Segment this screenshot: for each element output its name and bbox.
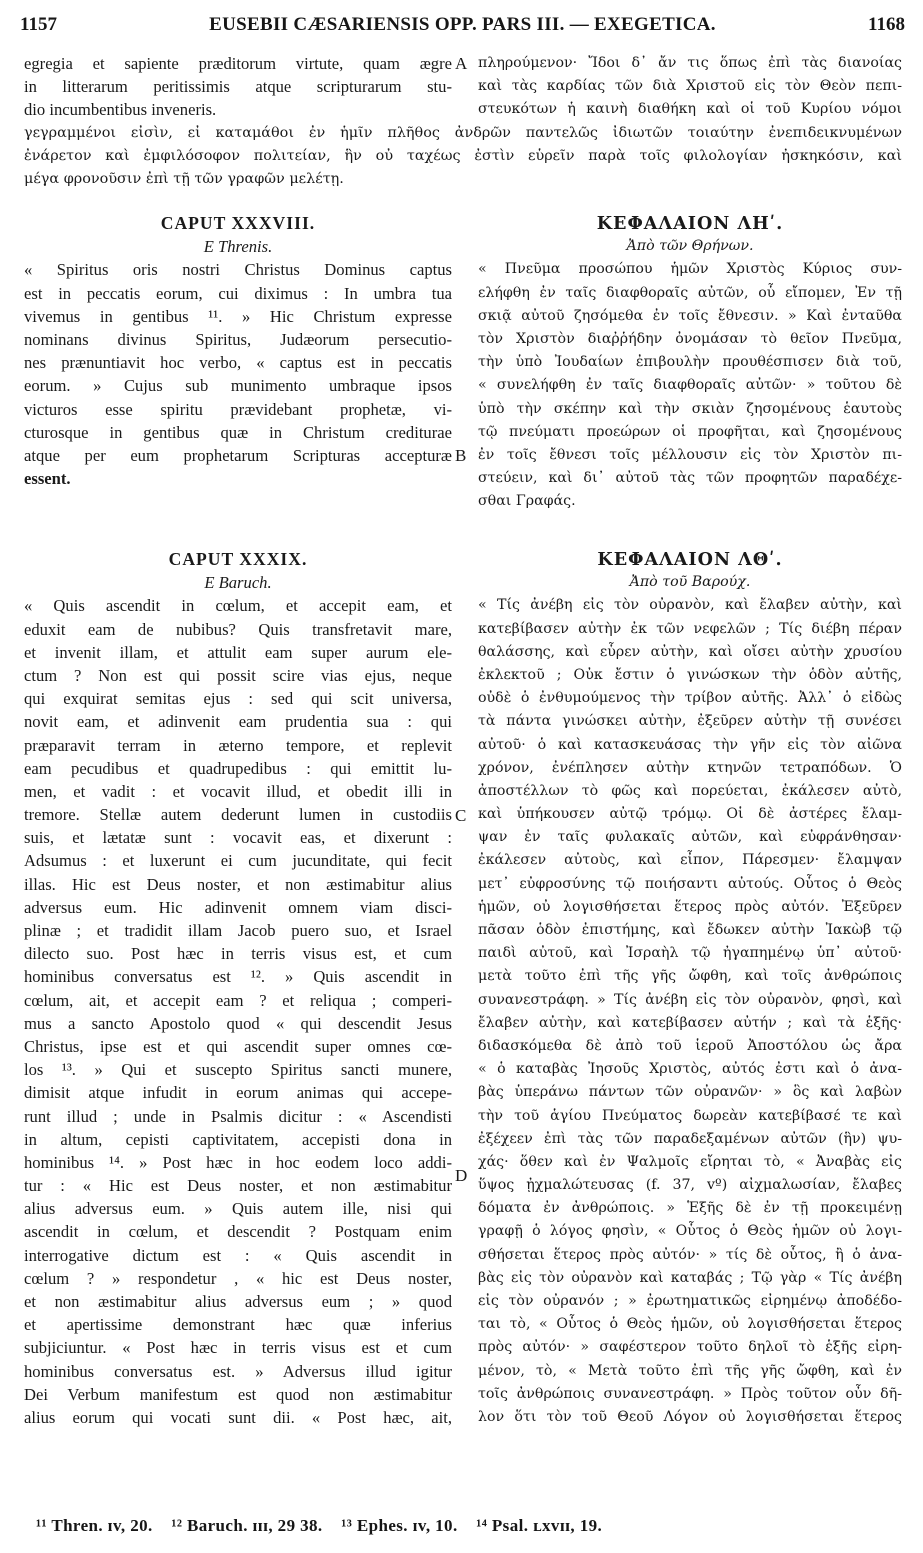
text-line: vivemus in gentibus ¹¹. » Hic Christum expresse — [24, 306, 452, 326]
chapter-heading: CAPUT XXXIX. — [168, 549, 308, 569]
text-line: πληρούμενον· Ἴδοι δ᾽ ἄν τις ὅπως ἐπὶ τὰς διανοίας — [478, 55, 902, 71]
text-line: cœlum ? » respondetur , « hic est Deus noster, — [24, 1268, 452, 1288]
chapter-heading: ΚΕΦΑΛΑΙΟΝ ΛΗʹ. — [596, 213, 784, 234]
text-line: ἡμῶν, οὐ λογισθήσεται ἕτερος πρὸς αὐτόν. Ἐξεῦρεν — [478, 898, 902, 915]
text-line: ctum ? Non est qui possit scire vias ejus, neque — [24, 665, 452, 685]
text-line: subjiciuntur. « Post hæc in terris visus est et cum — [24, 1338, 452, 1358]
text-line: « ὁ καταβὰς Ἰησοῦς Χριστὸς, αὐτός ἐστι καὶ ὁ ἀνα- — [478, 1061, 902, 1078]
text-line: « Quis ascendit in cœlum, et accepit eam, et — [24, 596, 452, 616]
text-line: « Τίς ἀνέβη εἰς τὸν οὐρανὸν, καὶ ἔλαβεν αὐτὴν, καὶ — [478, 597, 902, 614]
text-line: τὴν τοῦ ἁγίου Πνεύματος δωρεὰν κατεβίβασέ τε καὶ — [478, 1107, 902, 1124]
margin-letter-c: C — [455, 806, 467, 825]
text-line: et apertissime demonstrant hæc quæ inferius — [24, 1315, 452, 1335]
text-line: alius adversus eum. » Quis autem ille, nisi qui — [24, 1199, 452, 1219]
text-line: μετ᾽ εὐφροσύνης τῷ ποιήσαντι αὐτούς. Οὗτος ὁ Θεὸς — [478, 875, 902, 892]
text-line: αὐτοῦ· ὁ καὶ κατασκευάσας τὴν γῆν εἰς τὸν αἰῶνα — [478, 736, 902, 753]
text-line: ascendit in cœlum, et descendit ? Postquam enim — [24, 1222, 452, 1242]
text-line: ται τὸ, « Οὗτος ὁ Θεὸς ἡμῶν, οὐ λογισθήσεται ἕτερος — [478, 1316, 902, 1333]
text-line: victuros esse spiritu prævidebant prophetæ, vi- — [24, 399, 452, 419]
text-line: ἔλαβεν αὐτὴν, καὶ κατεβίβασεν αὐτήν ; καὶ τὰ ἑξῆς· — [478, 1014, 902, 1031]
text-line: « Spiritus oris nostri Christus Dominus captus — [24, 260, 452, 280]
margin-letter-a: A — [455, 54, 468, 73]
text-line: essent. — [24, 469, 71, 489]
caput-38-greek — [478, 212, 902, 513]
text-line: γεγραμμένοι εἰσὶν, εἰ καταμάθοι ἐν ἡμῖν πλῆθος ἀνδρῶν παντελῶς ἰδιωτῶν τοιαύτην ἐνεπιδεικνυμένων — [24, 125, 902, 141]
text-line: eam pecudibus et quadrupedibus : qui emittit lu- — [24, 758, 452, 778]
text-line: adversus eum. Hic adinvenit omnem viam disci- — [24, 897, 452, 917]
text-line: suis, et lætatæ sunt : vocavit eas, et dixerunt : — [24, 828, 452, 848]
text-line: ἀποστέλλων τὸ φῶς καὶ πορεύεται, ἐκάλεσεν αὐτὸ, — [478, 782, 902, 799]
caput-39-greek — [478, 548, 902, 1429]
text-line: ἐκλεκτοῦ ; Οὐκ ἔστιν ὁ γινώσκων τὴν ὁδὸν αὐτῆς, — [478, 666, 902, 683]
text-line: στευκότων ἡ καινὴ διαθήκη καὶ οἱ τοῦ Κυρίου νόμοι — [478, 101, 902, 118]
text-line: καὶ τὰς καρδίας τῶν διὰ Χριστοῦ εἰς τὸν Θεὸν πεπι- — [478, 78, 902, 95]
text-line: ελήφθη ἐν ταῖς διαφθοραῖς αὐτῶν, οὗ εἴπομεν, Ἐν τῇ — [478, 284, 902, 301]
text-line: alius eorum qui vocati sunt dii. « Post hæc, ait, — [24, 1407, 452, 1427]
footnote-13: ¹³ Ephes. ɪv, 10. — [341, 1516, 458, 1535]
text-line: tremore. Stellæ autem dederunt lumen in custodiis — [24, 805, 452, 825]
text-line: στεύειν, καὶ δι᾽ αὐτοῦ τὰς τῶν προφητῶν παραδέχε- — [478, 470, 902, 487]
text-line: illas. Hic est Deus noster, et non æstimabitur alius — [24, 874, 452, 894]
text-line: δόματα ἐν ἀνθρώποις. » Ἑξῆς δὲ ἐν τῇ προκειμένῃ — [478, 1200, 902, 1217]
text-line: ἐξέχεεν ἐπὶ τὰς τῶν παραδεξαμένων αὐτῶν (ἣν) ψυ- — [478, 1130, 902, 1147]
text-line: βὰς εἰς τὸν οὐρανὸν καὶ καταβάς ; Τῷ γὰρ « Τίς ἀνέβη — [478, 1269, 902, 1286]
text-line: est in peccatis eorum, cui diximus : In umbra tua — [24, 283, 452, 303]
chapter-subtitle: Ἀπὸ τοῦ Βαρούχ. — [629, 574, 751, 591]
text-line: Christus, ipse est et qui ascendit super omnes cœ- — [24, 1036, 452, 1056]
top-latin-paragraph — [24, 52, 452, 122]
text-line: « Πνεῦμα προσώπου ἡμῶν Χριστὸς Κύριος συν- — [478, 261, 902, 278]
footnote-11: ¹¹ Thren. ɪv, 20. — [36, 1516, 153, 1535]
text-line: dio incumbentibus inveneris. — [24, 100, 217, 120]
chapter-subtitle: E Threnis. — [203, 237, 273, 257]
text-line: τοῖς ἀνθρώποις συνανεστράφη. » Πρὸς τοῦτον οὖν δῆ- — [478, 1385, 902, 1402]
text-line: et non æstimabitur alius adversus eum ; » quod — [24, 1292, 452, 1311]
text-line: σκιᾷ αὐτοῦ ζησόμεθα ἐν τοῖς ἔθνεσιν. » Καὶ ἐνταῦθα — [478, 307, 902, 324]
text-line: χάς· ὅθεν καὶ ἐν Ψαλμοῖς εἴρηται τὸ, « Ἀναβὰς εἰς — [478, 1153, 902, 1170]
text-line: ἐν τοῖς ἔθνεσι τοῖς μέλλουσιν εἰς τὸν Χριστὸν πι- — [478, 446, 902, 463]
text-line: ἐκάλεσεν αὐτοὺς, καὶ εἶπον, Πάρεσμεν· ἔλαμψαν — [478, 852, 902, 869]
text-line: præparavit terram in æterno tempore, et replevit — [24, 735, 452, 755]
text-line: διδασκόμεθα δὲ ἀπὸ τοῦ ἱεροῦ Ἀποστόλου ὡς ἄρα — [478, 1037, 902, 1054]
text-line: συνανεστράφη. » Τίς ἀνέβη εἰς τὸν οὐρανὸν, φησὶ, καὶ — [478, 991, 902, 1008]
text-line: τὰ πάντα γινώσκει αὐτὴν, ἐξεῦρεν αὐτὴν τῇ συνέσει — [478, 713, 902, 730]
chapter-subtitle: E Baruch. — [204, 573, 272, 593]
text-line: in litterarum peritissimis atque scripturarum stu- — [24, 77, 452, 97]
text-line: Adsumus : et luxerunt ei cum jucunditate, qui fecit — [24, 851, 452, 871]
text-line: σθήσεται ἕτερος πρὸς αὐτόν· » τίς δὲ οὗτος, ἢ ὁ ἀνα- — [478, 1246, 902, 1263]
text-line: eduxit eam de nubibus? Quis transfretavit mare, — [24, 619, 452, 639]
text-line: tur : « Hic est Deus noster, et non æstimabitur — [24, 1176, 452, 1196]
text-line: πρὸς αὐτόν· » σαφέστερον τοῦτο δηλοῖ τὸ ἑξῆς εἰρη- — [478, 1339, 902, 1356]
text-line: παιδὶ αὐτοῦ, καὶ Ἰσραὴλ τῷ ἠγαπημένῳ ὑπ᾽ αὐτοῦ· — [478, 945, 902, 962]
text-line: runt illud ; unde in Psalmis dicitur : « Ascendisti — [24, 1106, 452, 1126]
running-title: EUSEBII CÆSARIENSIS OPP. PARS III. — EXEGETICA. — [209, 14, 716, 35]
text-line: hominibus ¹⁴. » Post hæc in hoc eodem loco addi- — [24, 1152, 452, 1172]
text-line: cturosque in gentibus quæ in Christum crediturae — [24, 422, 452, 442]
text-line: egregia et sapiente præditorum virtute, quam ægre — [24, 54, 452, 73]
full-width-greek-paragraph — [24, 122, 902, 192]
text-line: men, et vadit : et vocavit illud, et obedit illi in — [24, 781, 452, 801]
text-line: τῷ πνεύματι προεώρων οἱ προφῆται, καὶ ζησομένους — [478, 423, 902, 440]
page-number-left: 1157 — [20, 14, 57, 35]
text-line: τὴν ὑπὸ Ἰουδαίων ἐπιβουλὴν προυθέσπισεν διὰ τοῦ, — [478, 354, 902, 371]
caput-39-latin — [24, 548, 452, 1429]
text-line: θαλάσσης, καὶ εὗρεν αὐτὴν, καὶ οἴσει αὐτὴν χρυσίου — [478, 643, 902, 660]
text-line: εἰς τὸν οὐρανόν ; » ἐρωτηματικῶς εἰρημένῳ ἀποδέδο- — [478, 1293, 902, 1309]
text-line: οὐδὲ ὁ ἐνθυμούμενος τὴν τρίβον αὐτῆς. Ἀλλ᾽ ὁ εἰδὼς — [478, 690, 902, 707]
text-line: χρόνον, ἐνέπλησεν αὐτὴν κτηνῶν τετραπόδων. Ὁ — [478, 759, 902, 776]
text-line: et invenit illam, et attulit eam super aurum ele- — [24, 642, 452, 662]
text-line: dilecto suo. Post hæc in terris visus est, et cum — [24, 944, 452, 964]
text-line: ὕψος ᾐχμαλώτευσας (f. 37, vº) αἰχμαλωσίαν, ἔλαβες — [478, 1177, 902, 1194]
text-line: los ¹³. » Qui et suscepto Spiritus sancti munere, — [24, 1060, 452, 1080]
text-line: eorum. » Cujus sub munimento umbraque ipsos — [24, 376, 452, 396]
margin-letter-b: B — [455, 446, 467, 465]
text-line: atque per eum prophetarum Scripturas accepturæ — [24, 445, 452, 465]
footnotes — [36, 1516, 616, 1536]
text-line: πᾶσαν ὁδὸν ἐπιστήμης, καὶ ἔδωκεν αὐτὴν Ἰακὼβ τῷ — [478, 922, 902, 938]
text-line: βὰς ὑπεράνω πάντων τῶν οὐρανῶν· » ὃς καὶ λαβὼν — [478, 1084, 902, 1101]
text-line: λον ὅτι τὸν τοῦ Θεοῦ Λόγον οὐ λογισθήσεται ἕτερος — [478, 1408, 902, 1425]
text-line: interrogative dictum est : « Quis ascendit in — [24, 1245, 452, 1265]
text-line: « συνελήφθη ἐν ταῖς διαφθοραῖς αὐτῶν· » τοῦτου δὲ — [478, 377, 902, 394]
text-line: τὸν Χριστὸν διαῤῥήδην ὀνομάσαν τὸ θεῖον Πνεῦμα, — [478, 330, 902, 347]
chapter-heading: ΚΕΦΑΛΑΙΟΝ ΛΘʹ. — [597, 549, 783, 570]
chapter-heading: CAPUT XXXVIII. — [160, 213, 316, 233]
text-line: cœlum, ait, et accepit eam ? et reliqua ; comperi- — [24, 990, 452, 1010]
text-line: dimisit atque infudit in eorum animas qui accepe- — [24, 1083, 452, 1103]
text-line: mus a sancto Apostolo quod « qui descendit Jesus — [24, 1013, 452, 1033]
text-line: μετὰ τοῦτο ἐπὶ τῆς γῆς ὤφθη, καὶ τοῖς ἀνθρώποις — [478, 968, 902, 985]
running-header — [20, 14, 905, 44]
footnote-14: ¹⁴ Psal. ʟxvɪɪ, 19. — [476, 1516, 603, 1535]
text-line: plinæ ; et tradidit illam Jacob puero suo, et Israel — [24, 921, 452, 940]
text-line: ψαν ἐν ταῖς φυλακαῖς αὐτῶν, καὶ εὐφράνθησαν· — [478, 829, 902, 846]
text-line: σθαι Γραφάς. — [478, 493, 576, 510]
text-line: in altum, cepisti captivitatem, accepisti dona in — [24, 1129, 452, 1149]
text-line: κατεβίβασεν αὐτὴν ἐκ τῶν νεφελῶν ; Τίς διέβη πέραν — [478, 620, 902, 637]
text-line: γραφῇ ὁ λόγος φησὶν, « Οὗτος ὁ Θεὸς ἡμῶν οὐ λογι- — [478, 1223, 902, 1240]
caput-38-latin — [24, 212, 452, 490]
text-line: nes prænuntiavit hoc verbo, « captus est in peccatis — [24, 353, 452, 373]
text-line: qui exquirat semitas ejus : sed qui scit universa, — [24, 689, 452, 709]
text-line: ἐνάρετον καὶ ἐμφιλόσοφον πολιτείαν, ἣν οὐ ταχέως ἐστὶν εὑρεῖν παρὰ τοῖς φιλολογίαν ἠσκηκόσιν, καὶ — [24, 148, 902, 165]
text-line: μέγα φρονοῦσιν ἐπὶ τῇ τῶν γραφῶν μελέτῃ. — [24, 171, 344, 188]
text-line: καὶ ὑπήκουσεν αὐτῷ τρόμῳ. Οἱ δὲ ἀστέρες ἔλαμ- — [478, 806, 902, 823]
text-line: μένον, τὸ, « Μετὰ τοῦτο ἐπὶ τῆς γῆς ὤφθη, καὶ ἐν — [478, 1362, 902, 1379]
margin-letter-d: D — [455, 1166, 468, 1185]
text-line: hominibus conversatus est. » Adversus illud igitur — [24, 1361, 452, 1381]
text-line: Dei Verbum manifestum est quod non æstimabitur — [24, 1384, 452, 1404]
footnote-12: ¹² Baruch. ɪɪɪ, 29 38. — [171, 1516, 323, 1535]
page-number-right: 1168 — [868, 14, 905, 35]
text-line: novit eam, et adinvenit eam prudentia sua : qui — [24, 712, 452, 732]
chapter-subtitle: Ἀπὸ τῶν Θρήνων. — [626, 238, 754, 255]
top-greek-paragraph — [478, 52, 902, 122]
text-line: ὑπὸ τὴν σκέπην καὶ τὴν σκιὰν ζησομένους ἑαυτοὺς — [478, 400, 902, 417]
text-line: nominans divinus Spiritus, Judæorum persecutio- — [24, 329, 452, 349]
text-line: hominibus conversatus est ¹². » Quis ascendit in — [24, 967, 452, 987]
